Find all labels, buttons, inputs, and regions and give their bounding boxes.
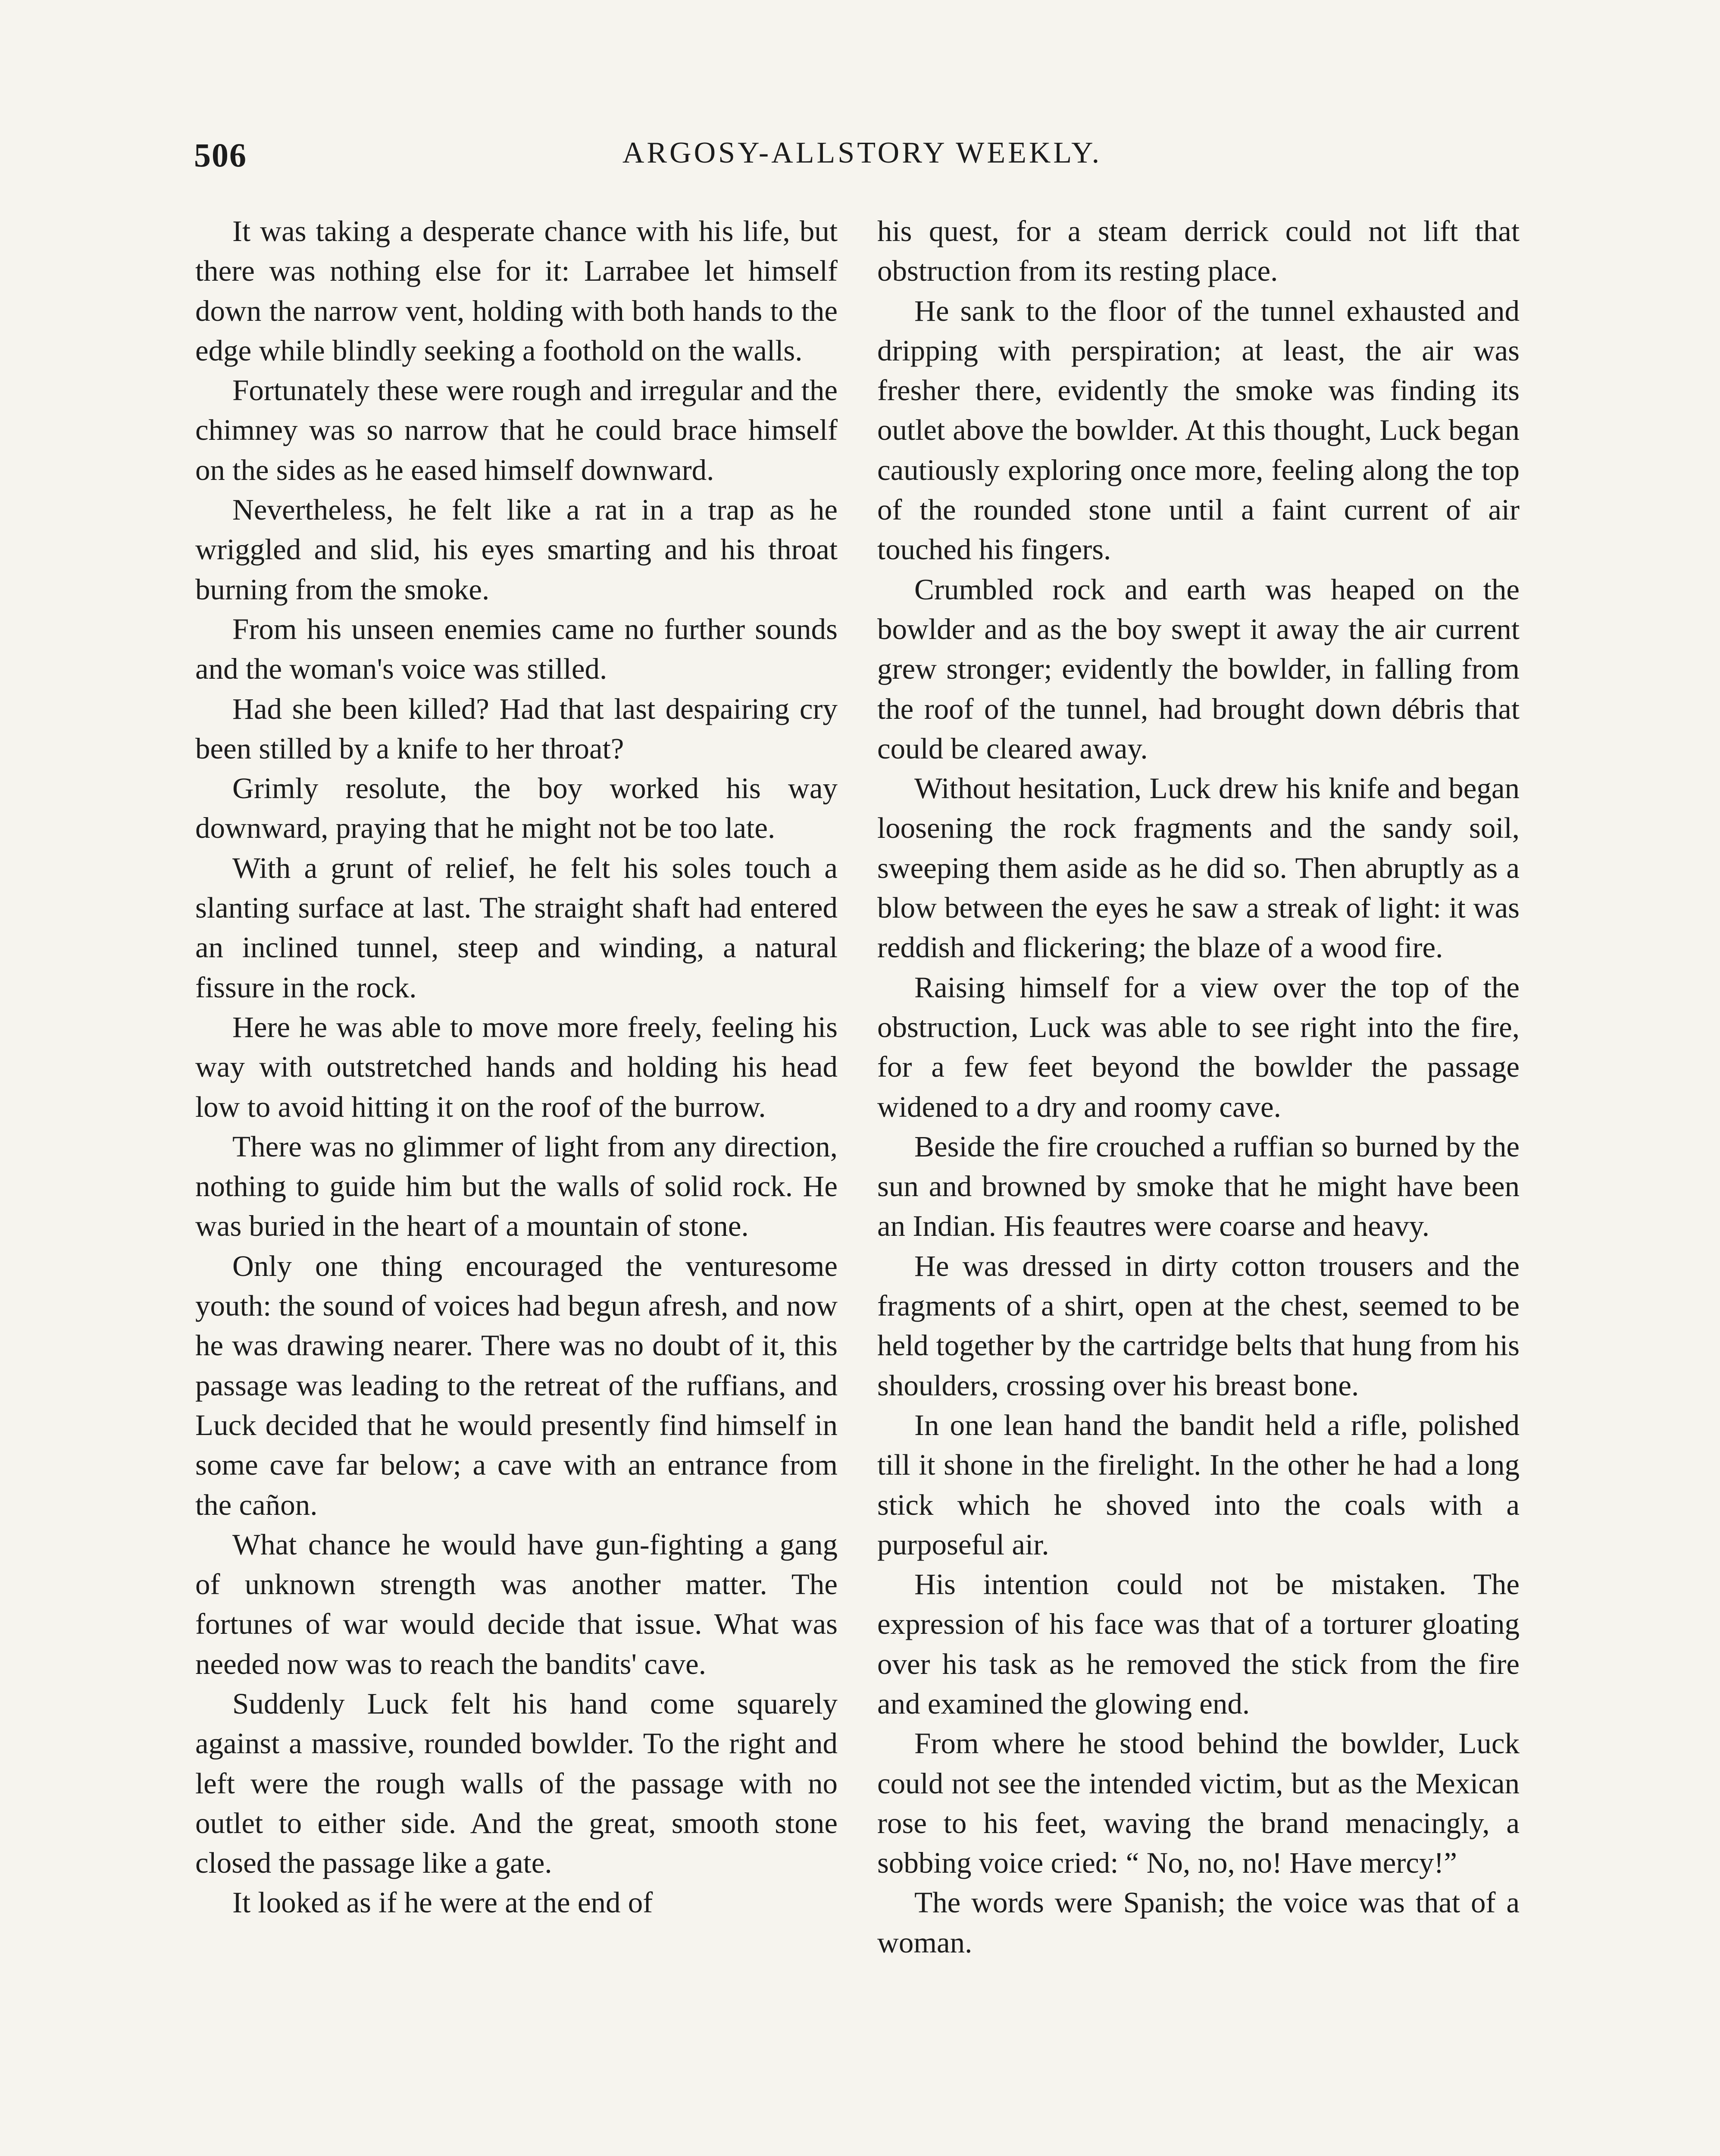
paragraph: From where he stood behind the bowlder, Luck could not see the intended victim, but as the Mexican rose to his feet, waving the brand menacingly, a sobbing voice cried: “ No, no, no! Have mercy!” <box>877 1727 1520 1880</box>
paragraph-continuation: his quest, for a steam derrick could not lift that obstruction from its resting place. <box>877 215 1520 288</box>
paragraph: Only one thing encouraged the venturesome youth: the sound of voices had begun afresh, and now he was drawing nearer. There was no doubt of it, this passage was leading to the retreat of the ruffians, and Luck decided that he would presently find himself in some cave far below; a cave with an entrance from the cañon. <box>195 1249 838 1521</box>
paragraph: In one lean hand the bandit held a rifle, polished till it shone in the firelight. In the other he had a long stick which he shoved into the coals with a purposeful air. <box>877 1408 1520 1561</box>
paragraph: There was no glimmer of light from any direction, nothing to guide him but the walls of solid rock. He was buried in the heart of a mountain of stone. <box>195 1130 838 1243</box>
left-column <box>195 211 838 1923</box>
paragraph: It looked as if he were at the end of <box>232 1886 653 1919</box>
paragraph: Fortunately these were rough and irregular and the chimney was so narrow that he could brace himself on the sides as he eased himself downward. <box>195 374 838 486</box>
paragraph: He was dressed in dirty cotton trousers and the fragments of a shirt, open at the chest, seemed to be held together by the cartridge belts that hung from his shoulders, crossing over his breast bone. <box>877 1249 1520 1402</box>
paragraph: The words were Spanish; the voice was that of a woman. <box>877 1886 1520 1959</box>
paragraph: Without hesitation, Luck drew his knife and began loosening the rock fragments and the sandy soil, sweeping them aside as he did so. Then abruptly as a blow between the eyes he saw a streak of light: it was reddish and flickering; the blaze of a wood fire. <box>877 772 1520 964</box>
paragraph: Nevertheless, he felt like a rat in a trap as he wriggled and slid, his eyes smarting and his throat burning from the smoke. <box>195 493 838 606</box>
paragraph: His intention could not be mistaken. The expression of his face was that of a torturer gloating over his task as he removed the stick from the fire and examined the glowing end. <box>877 1568 1520 1720</box>
paragraph: Beside the fire crouched a ruffian so burned by the sun and browned by smoke that he might have been an Indian. His feautres were coarse and heavy. <box>877 1130 1520 1243</box>
paragraph: Suddenly Luck felt his hand come squarely against a massive, rounded bowlder. To the right and left were the rough walls of the passage with no outlet to either side. And the great, smooth stone closed the passage like a gate. <box>195 1687 838 1880</box>
paragraph: He sank to the floor of the tunnel exhausted and dripping with perspiration; at least, the air was fresher there, evidently the smoke was finding its outlet above the bowlder. At this thought, Luck began cautiously exploring once more, feeling along the top of the rounded stone until a faint current of air touched his fingers. <box>877 294 1520 566</box>
paragraph: Grimly resolute, the boy worked his way downward, praying that he might not be too late. <box>195 772 838 845</box>
paragraph: Here he was able to move more freely, feeling his way with outstretched hands and holding his head low to avoid hitting it on the roof of the burrow. <box>195 1010 838 1123</box>
paragraph: Raising himself for a view over the top of the obstruction, Luck was able to see right into the fire, for a few feet beyond the bowlder the passage widened to a dry and roomy cave. <box>877 971 1520 1123</box>
paragraph: Had she been killed? Had that last despairing cry been stilled by a knife to her throat? <box>195 692 838 765</box>
page-number: 506 <box>194 136 247 174</box>
page-header <box>194 136 1530 188</box>
paragraph: From his unseen enemies came no further sounds and the woman's voice was stilled. <box>195 612 838 686</box>
paragraph: What chance he would have gun-fighting a gang of unknown strength was another matter. The fortunes of war would decide that issue. What was needed now was to reach the bandits' cave. <box>195 1528 838 1680</box>
paragraph: Crumbled rock and earth was heaped on the bowlder and as the boy swept it away the air current grew stronger; evidently the bowlder, in falling from the roof of the tunnel, had brought down débris that could be cleared away. <box>877 573 1520 765</box>
paragraph: It was taking a desperate chance with his life, but there was nothing else for it: Larrabee let himself down the narrow vent, holding with both hands to the edge while blindly seeking a foothold on the walls. <box>195 215 838 367</box>
running-head: ARGOSY-ALLSTORY WEEKLY. <box>622 136 1102 169</box>
right-column <box>877 211 1520 1962</box>
paragraph: With a grunt of relief, he felt his soles touch a slanting surface at last. The straight shaft had entered an inclined tunnel, steep and winding, a natural fissure in the rock. <box>195 851 838 1004</box>
